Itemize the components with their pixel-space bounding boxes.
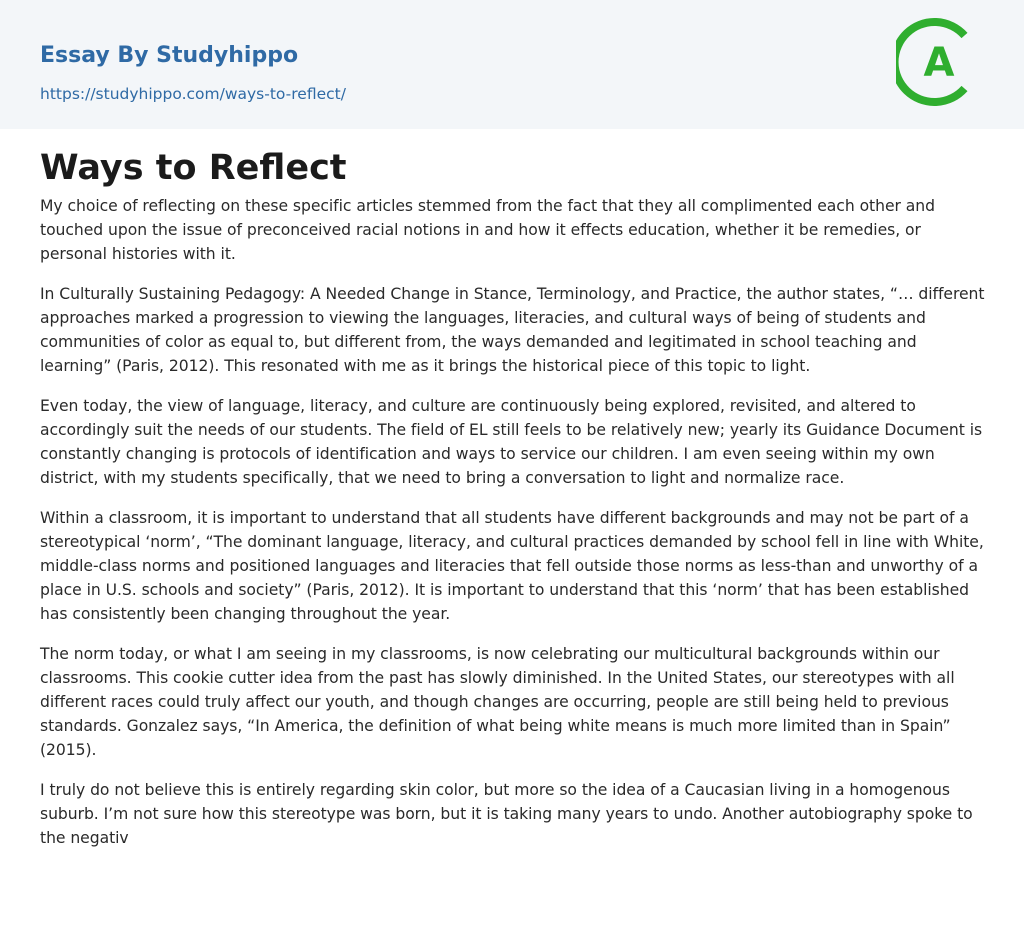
paragraph: I truly do not believe this is entirely regarding skin color, but more so the idea of a Caucasian living in a homogenous suburb. I’m not sure how this stereotype was born, but it is taking many years to undo. Another autobiography spoke to the negativ [40,781,973,847]
paragraph: Even today, the view of language, literacy, and culture are continuously being explored, revisited, and altered to accordingly suit the needs of our students. The field of EL still feels to be relatively new; yearly its Guidance Document is constantly changing is protocols of identification and ways to service our children. I am even seeing within my own district, with my students specifically, that we need to bring a conversation to light and normalize race. [40,397,983,487]
site-header [0,0,1024,129]
paragraph: In Culturally Sustaining Pedagogy: A Needed Change in Stance, Terminology, and Practice, the author states, “… different approaches marked a progression to viewing the languages, literacies, and cultural ways of being of students and communities of color as equal to, but different from, the ways demanded and legitimated in school teaching and learning” (Paris, 2012). This resonated with me as it brings the historical piece of this topic to light. [40,285,985,375]
paragraph: My choice of reflecting on these specific articles stemmed from the fact that they all complimented each other and touched upon the issue of preconceived racial notions in and how it effects education, whether it be remedies, or personal histories with it. [40,197,935,263]
paragraph: The norm today, or what I am seeing in my classrooms, is now celebrating our multicultural backgrounds within our classrooms. This cookie cutter idea from the past has slowly diminished. In the United States, our stereotypes with all different races could truly affect our youth, and though changes are occurring, people are still being held to previous standards. Gonzalez says, “In America, the definition of what being white means is much more limited than in Spain” (2015). [40,645,955,759]
paragraph: Within a classroom, it is important to understand that all students have different backgrounds and may not be part of a stereotypical ‘norm’, “The dominant language, literacy, and cultural practices demanded by school fell in line with White, middle-class norms and positioned languages and literacies that fell outside those norms as less-than and unworthy of a place in U.S. schools and society” (Paris, 2012). It is important to understand that this ‘norm’ that has been established has consistently been changing throughout the year. [40,509,984,623]
studyhippo-logo-icon[interactable] [896,18,988,106]
page-url-link[interactable]: https://studyhippo.com/ways-to-reflect/ [40,85,346,103]
article-body [40,194,986,866]
page-title: Ways to Reflect [40,148,347,188]
brand-title[interactable]: Essay By Studyhippo [40,43,299,68]
logo-letter: A [923,40,955,86]
